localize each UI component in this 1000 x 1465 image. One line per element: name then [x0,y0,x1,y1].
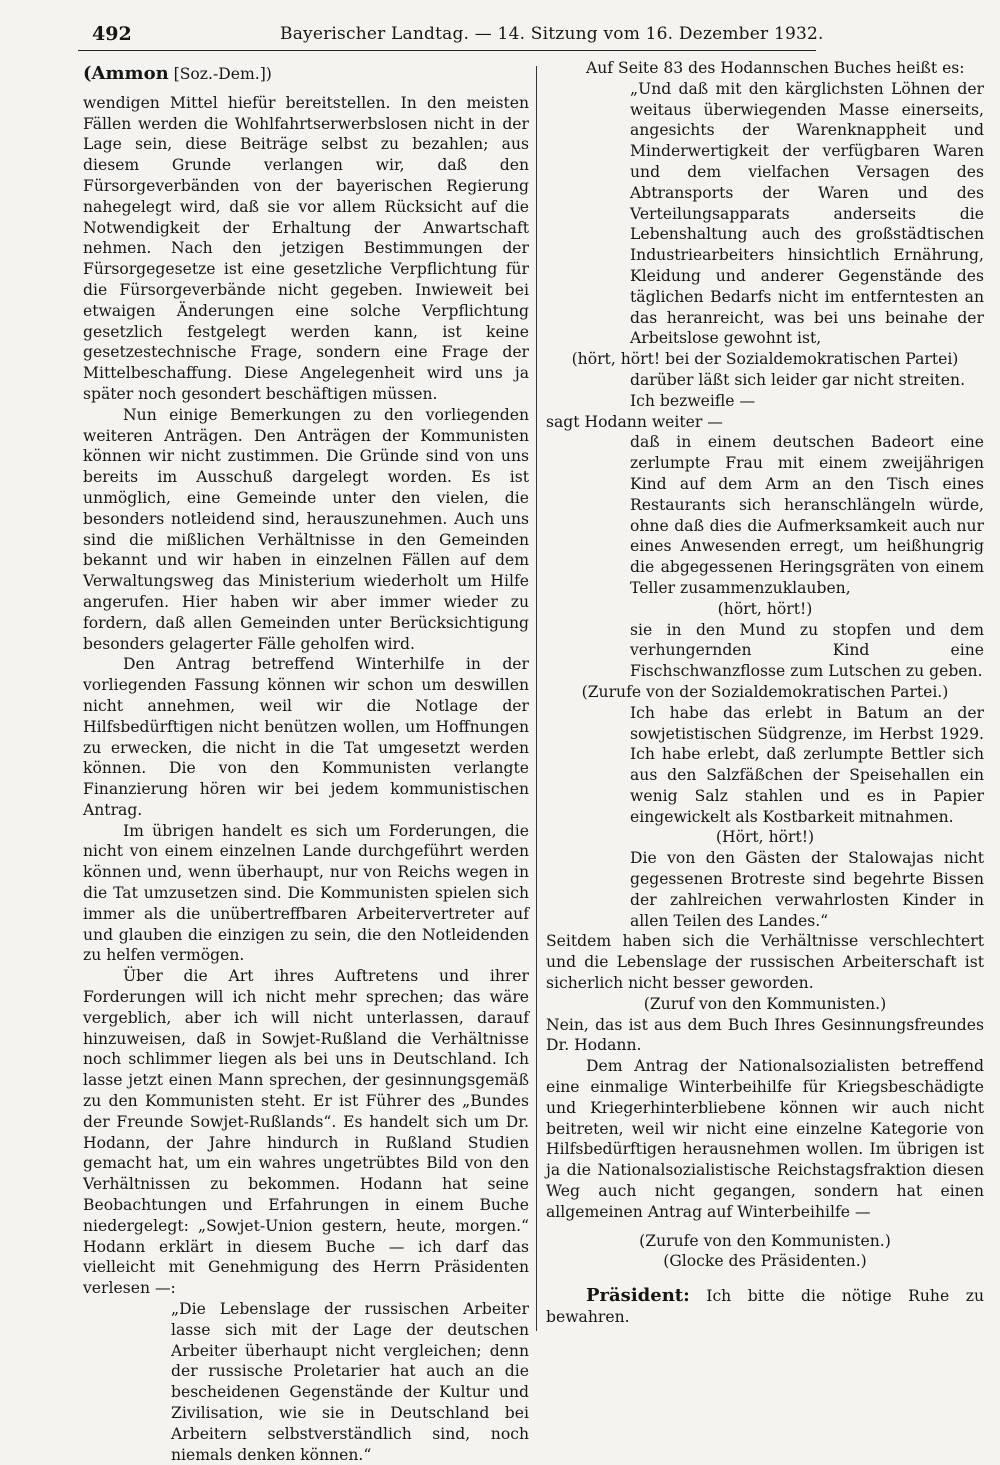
column-divider [536,66,537,1331]
president-statement [546,1286,984,1328]
page-header [92,22,824,48]
interjection: (Glocke des Präsidenten.) [663,1252,867,1271]
block-quote: darüber läßt sich leider gar nicht streiten. [630,370,966,389]
speaker-name: (Ammon [83,63,169,84]
running-title: Bayerischer Landtag. — 14. Sitzung vom 16. Dezember 1932. [280,24,824,44]
president-label: Präsident: [586,1285,690,1307]
paragraph: sagt Hodann weiter — [546,412,723,431]
paragraph: Dem Antrag der Nationalsozialisten betreffend eine einmalige Winterbeihilfe für Kriegsbeschädigte und Kriegerhinterbliebene können wir auch nicht beitreten, weil wir nicht eine einzelne Kategorie von Hilfsbedürftigen herausnehmen wollen. Im übrigen ist ja die Nationalsozialistische Reichstagsfraktion diesen Weg auch nicht gegangen, sondern hat einen allgemeinen Antrag auf Winterbeihilfe — [546,1057,984,1221]
left-column [83,64,529,1465]
header-rule [78,50,816,51]
paragraph: Auf Seite 83 des Hodannschen Buches heißt es: [586,59,965,77]
interjection: (Zuruf von den Kommunisten.) [643,994,887,1013]
block-quote: sie in den Mund zu stopfen und dem verhungernden Kind eine Fischschwanzflosse zum Lutschen zu geben. [630,620,984,681]
interjection: (Zurufe von den Kommunisten.) [639,1231,891,1250]
block-quote: daß in einem deutschen Badeort eine zerlumpte Frau mit einem zweijährigen Kind auf dem Arm an den Tisch eines Restaurants sich heranschlängeln würde, ohne daß dies die Aufmerksamkeit auch nur eines Anwesenden erregt, um heißhungrig die abgegessenen Heringsgräten von einem Teller zusammenzuklauben, [630,433,984,597]
paragraph: Nein, das ist aus dem Buch Ihres Gesinnungsfreundes Dr. Hodann. [546,1015,984,1055]
paragraph: wendigen Mittel hiefür bereitstellen. In den meisten Fällen werden die Wohlfahrtserwerbslosen nicht in der Lage sein, diese Beiträge selbst zu bezahlen; aus diesem Grunde verlangen wir, daß den Fürsorgeverbänden von der bayerischen Regierung nahegelegt wird, daß sie vor allem Rücksicht auf die Notwendigkeit der Erhaltung der Anwartschaft nehmen. Nach den jetzigen Bestimmungen der Fürsorgegesetze ist eine gesetzliche Verpflichtung für die Fürsorgeverbände nicht gegeben. Inwieweit bei etwaigen Änderungen eine solche Verpflichtung gesetzlich festgelegt werden kann, ist keine gesetzestechnische Frage, sondern eine Frage der Mittelbeschaffung. Diese Angelegenheit wird uns ja später noch gesondert beschäftigen müssen. [83,93,529,403]
interjection: (Zurufe von der Sozialdemokratischen Partei.) [581,682,949,701]
president-text: Ich bitte die nötige Ruhe zu bewahren. [546,1287,984,1327]
speaker-line [83,64,529,85]
paragraph: Nun einige Bemerkungen zu den vorliegenden weiteren Anträgen. Den Anträgen der Kommunisten können wir nicht zustimmen. Die Gründe sind von uns bereits im Ausschuß dargelegt worden. Es ist unmöglich, eine Gemeinde unter den vielen, die besonders notleidend sind, herauszunehmen. Auch uns sind die mißlichen Verhältnisse in den Gemeinden bekannt und wir haben in einzelnen Fällen auf dem Verwaltungsweg das Ministerium wiederholt um Hilfe angerufen. Hier haben wir aber immer wieder zu fordern, daß allen Gemeinden unter Berücksichtigung besonders gelagerter Fälle geholfen wird. [83,405,529,653]
right-column [546,58,984,1328]
interjection: (hört, hört! bei der Sozialdemokratischen Partei) [571,350,959,369]
block-quote: „Die Lebenslage der russischen Arbeiter lasse sich mit der Lage der deutschen Arbeiter überhaupt nicht vergleichen; denn der russische Proletarier hat auch an die bescheidenen Gegenstände der Kultur und Zivilisation, wie sie in Deutschland bei Arbeitern selbstverständlich sind, noch niemals denken können.“ [171,1300,529,1464]
speaker-party: [Soz.-Dem.]) [173,65,272,83]
spacer [83,85,529,93]
spacer [546,1272,984,1286]
interjection: (Hört, hört!) [715,828,815,847]
paragraph: Den Antrag betreffend Winterhilfe in der vorliegenden Fassung können wir schon um deswillen nicht annehmen, weil wir die Notlage der Hilfsbedürftigen nicht benützen wollen, um Hoffnungen zu erwecken, die nicht in die Tat umgesetzt werden können. Die von den Kommunisten verlangte Finanzierung hören wir bei jedem kommunistischen Antrag. [83,655,529,819]
paragraph: Über die Art ihres Auftretens und ihrer Forderungen will ich nicht mehr sprechen; das wäre vergeblich, aber ich will nicht unterlassen, darauf hinzuweisen, daß in Sowjet-Rußland die Verhältnisse noch schlimmer liegen als bei uns in Deutschland. Ich lasse jetzt einen Mann sprechen, der gesinnungsgemäß zu den Kommunisten steht. Er ist Führer des „Bundes der Freunde Sowjet-Rußlands“. Es handelt sich um Dr. Hodann, der Jahre hindurch in Rußland Studien gemacht hat, um ein wahres ungetrübtes Bild von den Verhältnissen zu bekommen. Hodann hat seine Beobachtungen und Erfahrungen in einem Buche niedergelegt: „Sowjet-Union gestern, heute, morgen.“ Hodann erklärt in diesem Buche — ich darf das vielleicht mit Genehmigung des Herrn Präsidenten verlesen —: [83,967,529,1298]
block-quote: Ich habe das erlebt in Batum an der sowjetistischen Südgrenze, im Herbst 1929. Ich habe erlebt, daß zerlumpte Bettler sich aus den Salzfäßchen der Speisehallen ein wenig Salz stahlen und es in Papier eingewickelt als Kostbarkeit mitnahmen. [630,703,984,826]
paragraph: Im übrigen handelt es sich um Forderungen, die nicht von einem einzelnen Lande durchgeführt werden können und, wenn überhaupt, nur von Reichs wegen in die Tat umzusetzen sind. Die Kommunisten spielen sich immer als die unübertreffbaren Arbeitervertreter auf und glauben die einzigen zu sein, die den Notleidenden zu helfen vermögen. [83,821,529,965]
block-quote: Die von den Gästen der Stalowajas nicht gegessenen Brotreste sind begehrte Bissen der zahlreichen verwahrlosten Kinder in allen Teilen des Landes.“ [630,849,984,930]
block-quote: Ich bezweifle — [630,391,756,410]
interjection: (hört, hört!) [717,599,813,618]
spacer [546,1223,984,1231]
paragraph: Seitdem haben sich die Verhältnisse verschlechtert und die Lebenslage der russischen Arbeiterschaft ist sicherlich nicht besser geworden. [546,932,984,993]
page-number: 492 [92,23,132,45]
block-quote: „Und daß mit den kärglichsten Löhnen der weitaus überwiegenden Masse einerseits, angesichts der Warenknappheit und Minderwertigkeit der verfügbaren Waren und dem vielfachen Versagen des Abtransports der Waren und des Verteilungsapparats anderseits die Lebenshaltung auch des großstädtischen Industriearbeiters hinsichtlich Ernährung, Kleidung und anderer Gegenstände des täglichen Bedarfs nicht im entferntesten an das heranreicht, was bei uns beinahe der Arbeitslose gewohnt ist, [630,79,984,348]
